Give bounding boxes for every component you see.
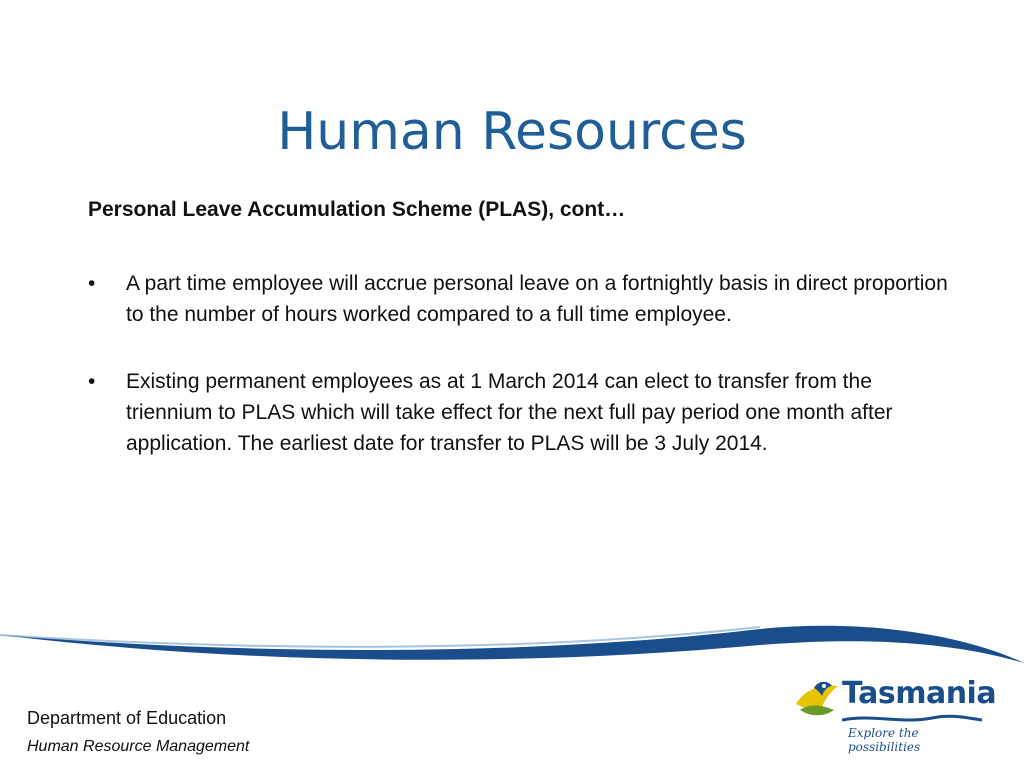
slide-title: Human Resources (277, 102, 747, 162)
logo-tagline: Explore the possibilities (848, 726, 921, 754)
bullet-text: A part time employee will accrue personal leave on a fortnightly basis in direct proportion to the number of hours worked compared to a full time employee. (126, 272, 948, 326)
bullet-list (88, 268, 958, 495)
slide-subtitle: Personal Leave Accumulation Scheme (PLAS), cont… (88, 198, 626, 221)
bullet-item (88, 268, 958, 330)
bullet-icon: • (88, 370, 96, 393)
tasmanian-devil-emblem-icon (790, 670, 848, 728)
logo-wave-decoration (842, 714, 982, 724)
footer-unit: Human Resource Management (27, 738, 250, 755)
bullet-text: Existing permanent employees as at 1 March 2014 can elect to transfer from the triennium to PLAS which will take effect for the next full pay period one month after application. The earliest date for transfer to PLAS will be 3 July 2014. (126, 370, 893, 455)
logo-wordmark: Tasmania (842, 676, 997, 711)
tasmania-logo (790, 670, 997, 754)
swoosh-decoration (0, 615, 1024, 675)
footer-department: Department of Education (27, 708, 227, 728)
bullet-item (88, 366, 958, 459)
bullet-icon: • (88, 272, 96, 295)
